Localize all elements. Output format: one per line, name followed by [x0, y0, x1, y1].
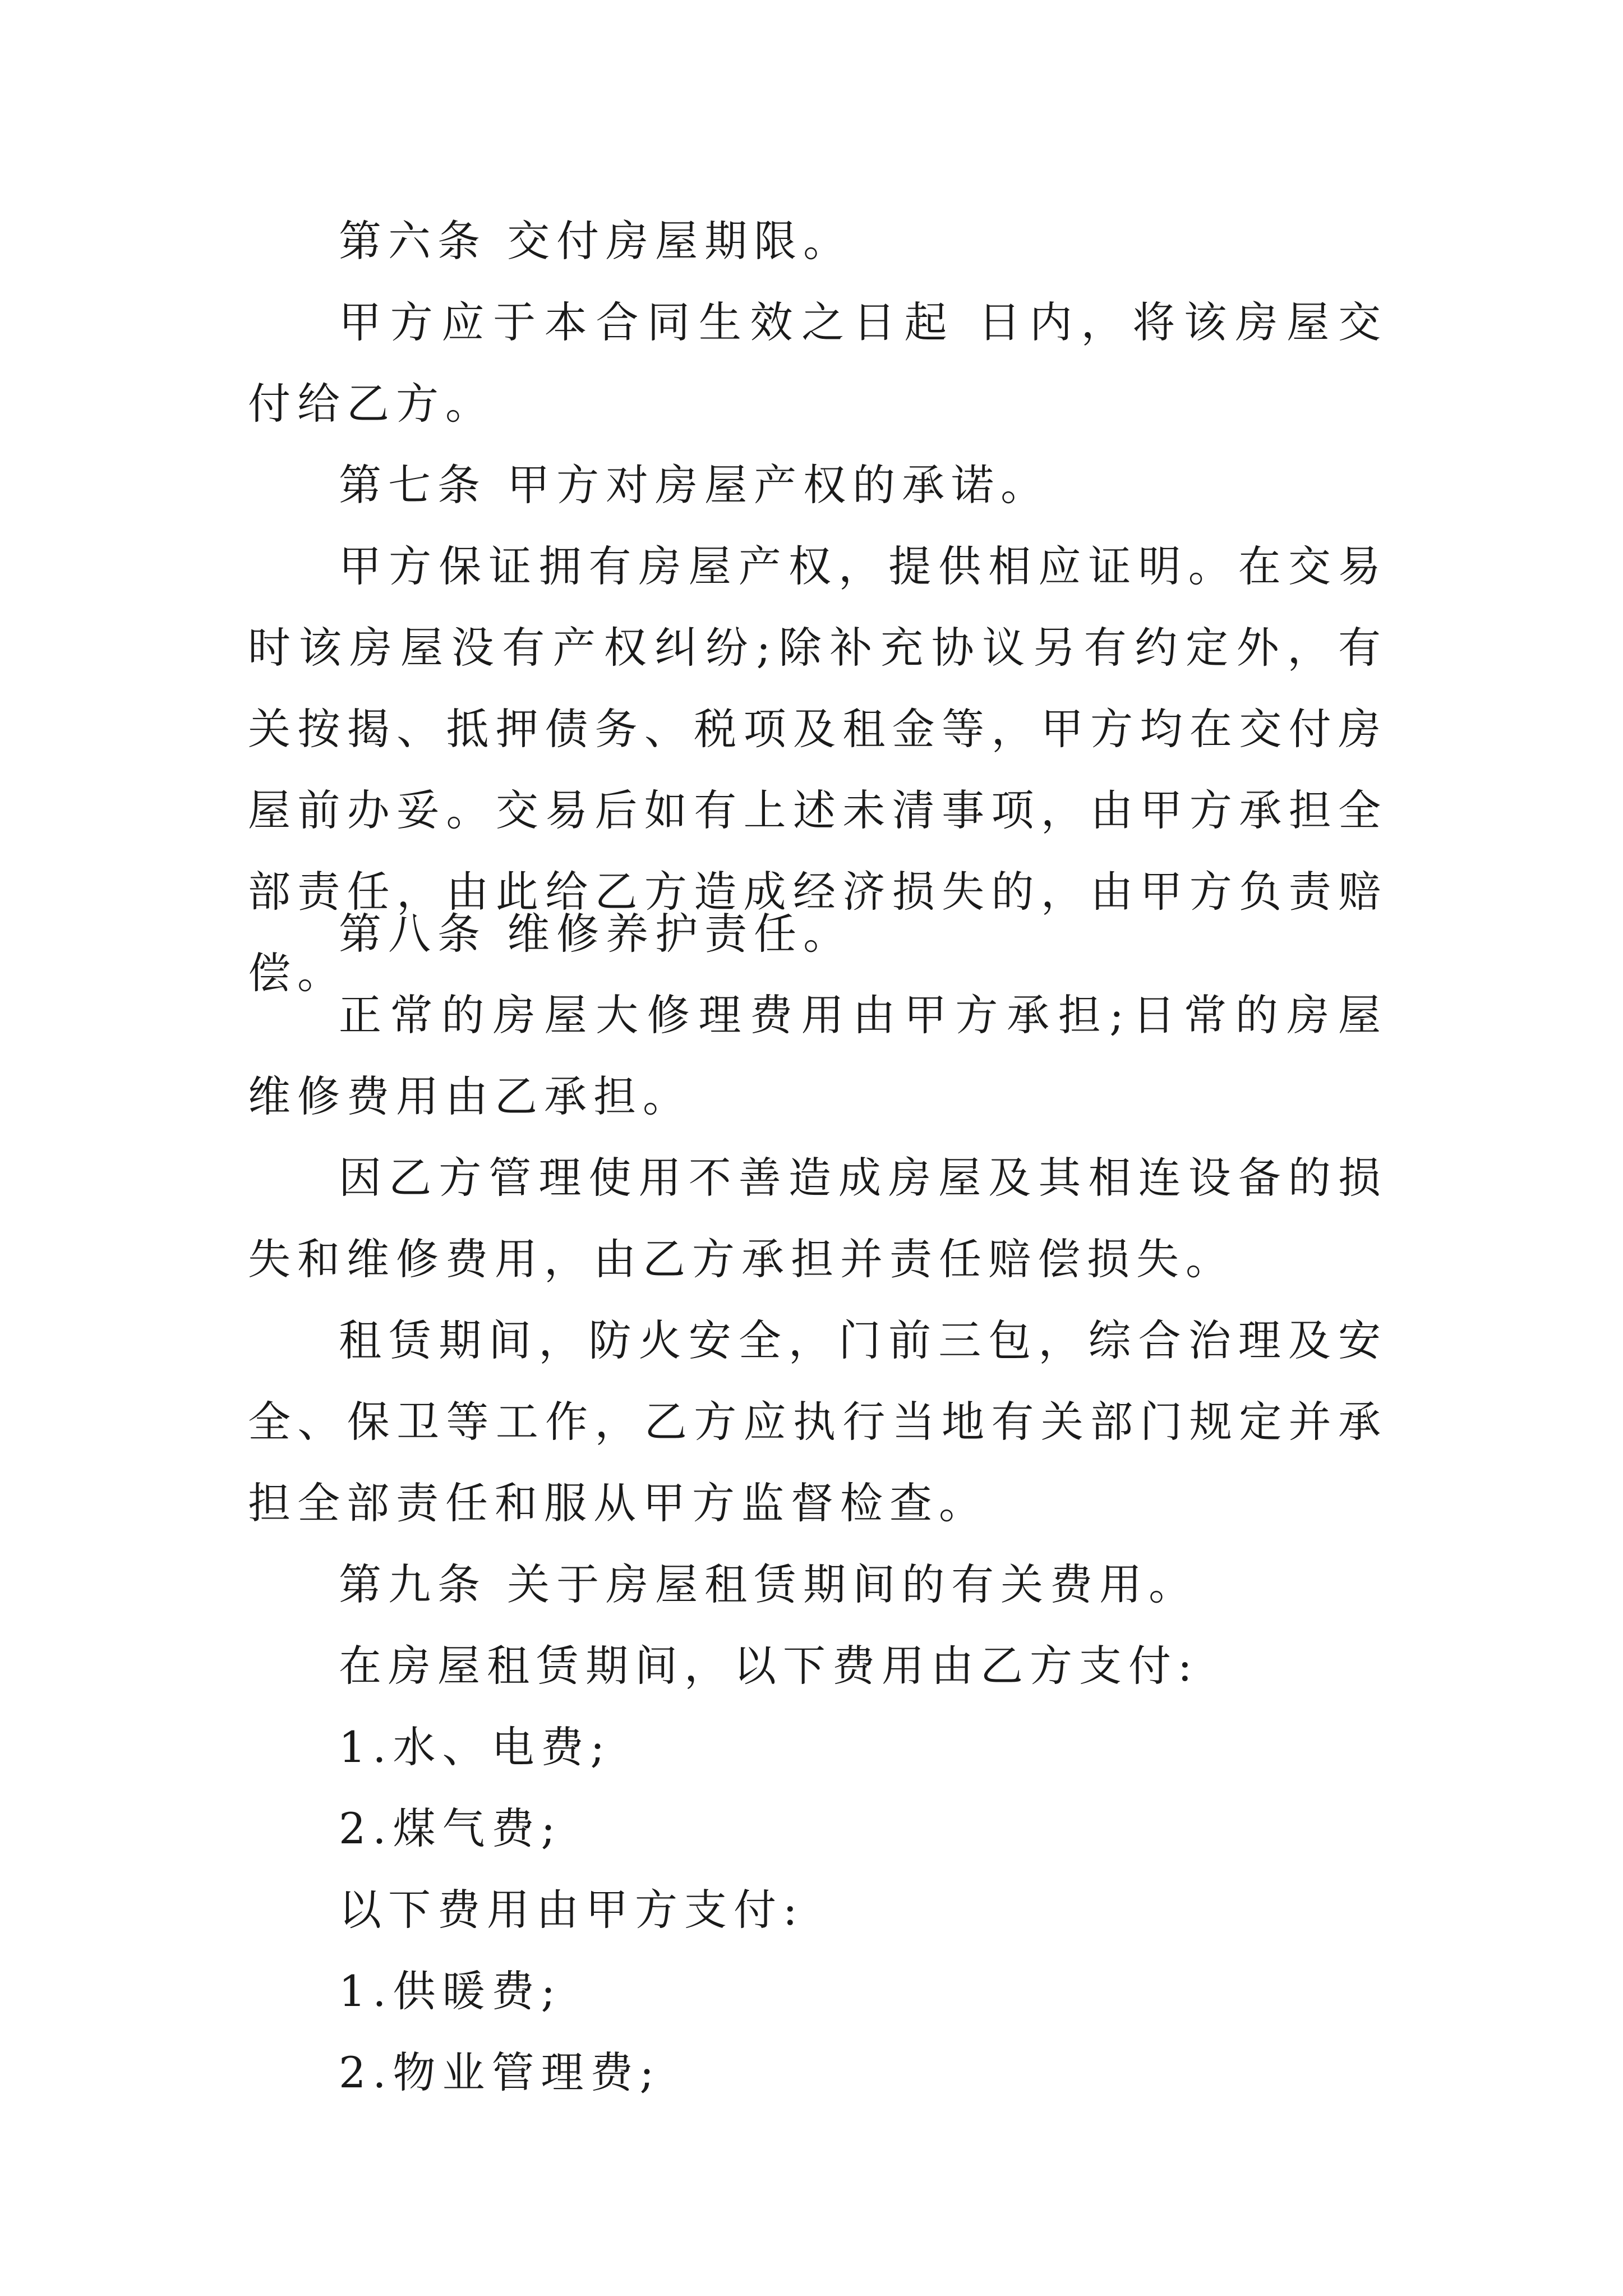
- article-8-heading: 第八条 维修养护责任。: [339, 909, 853, 959]
- article-6-heading: 第六条 交付房屋期限。: [339, 216, 853, 266]
- landlord-fee-item-2: 2.物业管理费;: [339, 2047, 661, 2097]
- tenant-fee-item-2: 2.煤气费;: [339, 1803, 562, 1853]
- article-6-body: 甲方应于本合同生效之日起 日内，将该房屋交付给乙方。: [248, 297, 1387, 429]
- article-9-heading: 第九条 关于房屋租赁期间的有关费用。: [339, 1559, 1198, 1609]
- article-7-body: 甲方保证拥有房屋产权，提供相应证明。在交易时该房屋没有产权纠纷;除补充协议另有约定外，有关按揭、抵押债务、税项及租金等，甲方均在交付房屋前办妥。交易后如有上述未清事项，由甲方承担全部责任，由此给乙方造成经济损失的，由甲方负责赔偿。: [248, 541, 1387, 998]
- article-8-body-2: 因乙方管理使用不善造成房屋及其相连设备的损失和维修费用，由乙方承担并责任赔偿损失。: [248, 1153, 1387, 1284]
- article-8-body-3: 租赁期间，防火安全，门前三包，综合治理及安全、保卫等工作，乙方应执行当地有关部门规定并承担全部责任和服从甲方监督检查。: [248, 1315, 1387, 1528]
- article-9-body: 在房屋租赁期间，以下费用由乙方支付:: [339, 1641, 1199, 1691]
- landlord-fee-item-1: 1.供暖费;: [339, 1966, 562, 2016]
- article-7-heading: 第七条 甲方对房屋产权的承诺。: [339, 460, 1050, 510]
- landlord-fee-heading: 以下费用由甲方支付:: [339, 1885, 804, 1935]
- tenant-fee-item-1: 1.水、电费;: [339, 1722, 612, 1772]
- article-8-body-1: 正常的房屋大修理费用由甲方承担;日常的房屋维修费用由乙承担。: [248, 990, 1387, 1121]
